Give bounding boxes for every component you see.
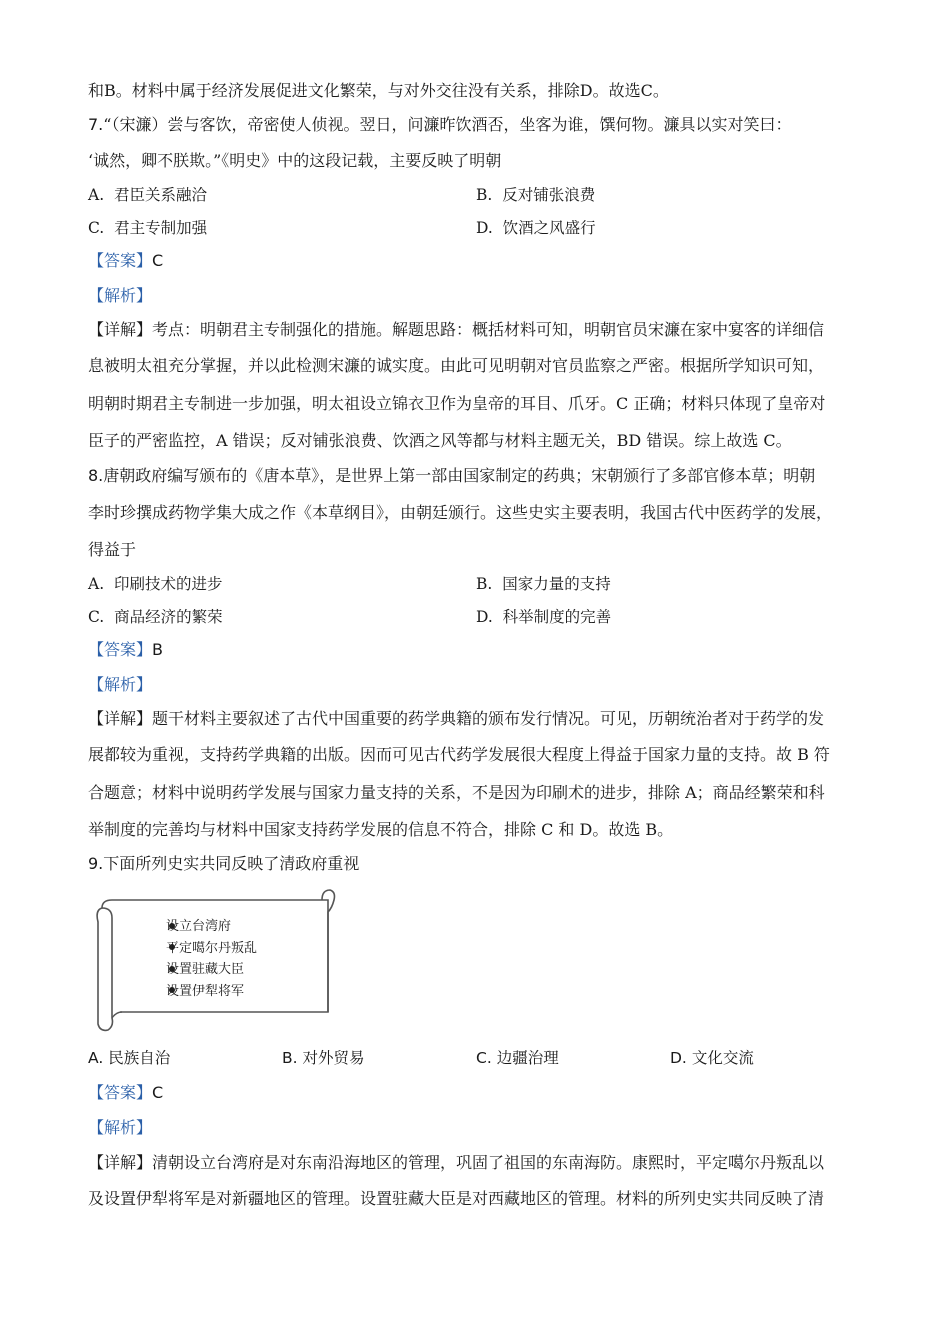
q8-answer-label: 【答案】	[88, 640, 153, 659]
q9-option-b-key: B.	[282, 1049, 298, 1067]
q7-option-d	[476, 217, 596, 239]
q9-stem-text-1: 下面所列史实共同反映了清政府重视	[103, 854, 360, 873]
q8-detail-line-3: 合题意；材料中说明药学发展与国家力量支持的关系，不是因为印刷术的进步，排除 A；商品经繁荣和科	[88, 783, 825, 802]
q9-option-a	[88, 1047, 170, 1069]
q9-stem-line-1	[88, 853, 878, 875]
scroll-left-roll	[97, 908, 112, 1030]
q8-option-d	[476, 606, 611, 628]
q8-stem-line-1	[88, 465, 878, 487]
q8-stem-text-1: 唐朝政府编写颁布的《唐本草》，是世界上第一部由国家制定的药典；宋朝颁行了多部官修本草；明朝	[103, 466, 816, 485]
q9-answer	[88, 1082, 878, 1104]
q8-option-a-text: 印刷技术的进步	[113, 575, 223, 593]
q7-option-a	[88, 184, 207, 206]
q7-detail-label: 【详解】	[88, 320, 153, 339]
q7-option-d-key: D.	[476, 219, 493, 237]
q7-analysis-label: 【解析】	[88, 286, 153, 305]
q7-detail-line-1	[88, 319, 878, 341]
q8-detail-label: 【详解】	[88, 709, 153, 728]
q8-option-c-key: C.	[88, 608, 105, 626]
q7-answer	[88, 250, 878, 272]
q9-detail-line-2: 及设置伊犁将军是对新疆地区的管理。设置驻藏大臣是对西藏地区的管理。材料的所列史实共同反映了清	[88, 1189, 825, 1208]
q8-number: 8.	[88, 466, 104, 485]
q9-option-a-key: A.	[88, 1049, 104, 1067]
q8-detail-line-4: 举制度的完善均与材料中国家支持药学发展的信息不符合，排除 C 和 D。故选 B。	[88, 820, 674, 839]
q7-option-a-text: 君臣关系融洽	[113, 186, 207, 204]
q9-detail-label: 【详解】	[88, 1153, 153, 1172]
q7-option-c-text: 君主专制加强	[114, 219, 208, 237]
q7-option-c	[88, 217, 207, 239]
q7-option-d-text: 饮酒之风盛行	[502, 219, 596, 237]
q9-option-b	[282, 1047, 365, 1069]
q8-option-a	[88, 573, 223, 595]
q8-option-a-key: A.	[88, 575, 105, 593]
scroll-item-1: 设立台湾府	[166, 919, 232, 934]
q9-analysis-label: 【解析】	[88, 1118, 153, 1137]
q8-answer-value: B	[152, 640, 163, 659]
q8-option-c	[88, 606, 223, 628]
q9-option-c	[476, 1047, 559, 1069]
q7-stem-line-2: ‘诚然，卿不朕欺。”《明史》中的这段记载，主要反映了明朝	[88, 151, 502, 170]
q8-detail-line-1	[88, 708, 878, 730]
scroll-item-2: 平定噶尔丹叛乱	[166, 940, 258, 956]
scroll-roll-joint	[112, 1012, 122, 1018]
q8-detail-line-2: 展都较为重视，支持药学典籍的出版。因而可见古代药学发展很大程度上得益于国家力量的支持。故 B 符	[88, 745, 830, 764]
q7-answer-label: 【答案】	[88, 251, 153, 270]
q7-detail-line-2: 息被明太祖充分掌握，并以此检测宋濂的诚实度。由此可见明朝对官员监察之严密。根据所学知识可知，	[88, 356, 825, 375]
q7-detail-line-3: 明朝时期君主专制进一步加强，明太祖设立锦衣卫作为皇帝的耳目、爪牙。C 正确；材料只体现了皇帝对	[88, 394, 826, 413]
q7-option-b-key: B.	[476, 186, 493, 204]
q7-option-c-key: C.	[88, 219, 105, 237]
q7-stem-text-1: “（宋濂）尝与客饮，帝密使人侦视。翌日，问濂昨饮酒否，坐客为谁，馔何物。濂具以实对笑曰：	[103, 115, 792, 134]
q9-option-c-text: 边疆治理	[496, 1049, 559, 1067]
q8-option-d-text: 科举制度的完善	[502, 608, 612, 626]
q8-stem-line-2: 李时珍撰成药物学集大成之作《本草纲目》，由朝廷颁行。这些史实主要表明，我国古代中医药学的发展，	[88, 503, 833, 522]
intro-line: 和B。材料中属于经济发展促进文化繁荣，与对外交往没有关系，排除D。故选C。	[88, 81, 669, 100]
q9-option-d-text: 文化交流	[691, 1049, 754, 1067]
q7-option-b	[476, 184, 595, 206]
scroll-items	[166, 916, 257, 1002]
q8-answer	[88, 639, 878, 661]
q8-option-c-text: 商品经济的繁荣	[114, 608, 223, 626]
q9-answer-value: C	[152, 1083, 164, 1102]
q9-detail-text-1: 清朝设立台湾府是对东南沿海地区的管理，巩固了祖国的东南海防。康熙时，平定噶尔丹叛乱以	[152, 1153, 825, 1172]
q9-answer-label: 【答案】	[88, 1083, 153, 1102]
q8-analysis-label: 【解析】	[88, 675, 153, 694]
q8-stem-line-3: 得益于	[88, 540, 137, 559]
q7-stem-line-1	[88, 114, 878, 136]
q9-option-c-key: C.	[476, 1049, 492, 1067]
q7-detail-line-4: 臣子的严密监控，A 错误；反对铺张浪费、饮酒之风等都与材料主题无关，BD 错误。综上故选 C。	[88, 431, 792, 450]
q7-answer-value: C	[152, 251, 164, 270]
q7-number: 7.	[88, 115, 104, 134]
q8-option-b-text: 国家力量的支持	[502, 575, 611, 593]
q9-detail-line-1	[88, 1152, 878, 1174]
q9-option-b-text: 对外贸易	[302, 1049, 365, 1067]
q8-option-b	[476, 573, 611, 595]
q9-option-a-text: 民族自治	[108, 1049, 171, 1067]
q8-option-b-key: B.	[476, 575, 493, 593]
q9-option-d	[670, 1047, 754, 1069]
q7-option-b-text: 反对铺张浪费	[502, 186, 596, 204]
q9-number: 9.	[88, 854, 104, 873]
q9-option-d-key: D.	[670, 1049, 687, 1067]
scroll-item-4: 设置伊犁将军	[166, 983, 245, 999]
q7-detail-text-1: 考点：明朝君主专制强化的措施。解题思路：概括材料可知，明朝官员宋濂在家中宴客的详细信	[152, 320, 825, 339]
q8-detail-text-1: 题干材料主要叙述了古代中国重要的药学典籍的颁布发行情况。可见，历朝统治者对于药学的发	[152, 709, 825, 728]
q8-option-d-key: D.	[476, 608, 493, 626]
scroll-item-3: 设置驻藏大臣	[166, 962, 245, 977]
q7-option-a-key: A.	[88, 186, 105, 204]
